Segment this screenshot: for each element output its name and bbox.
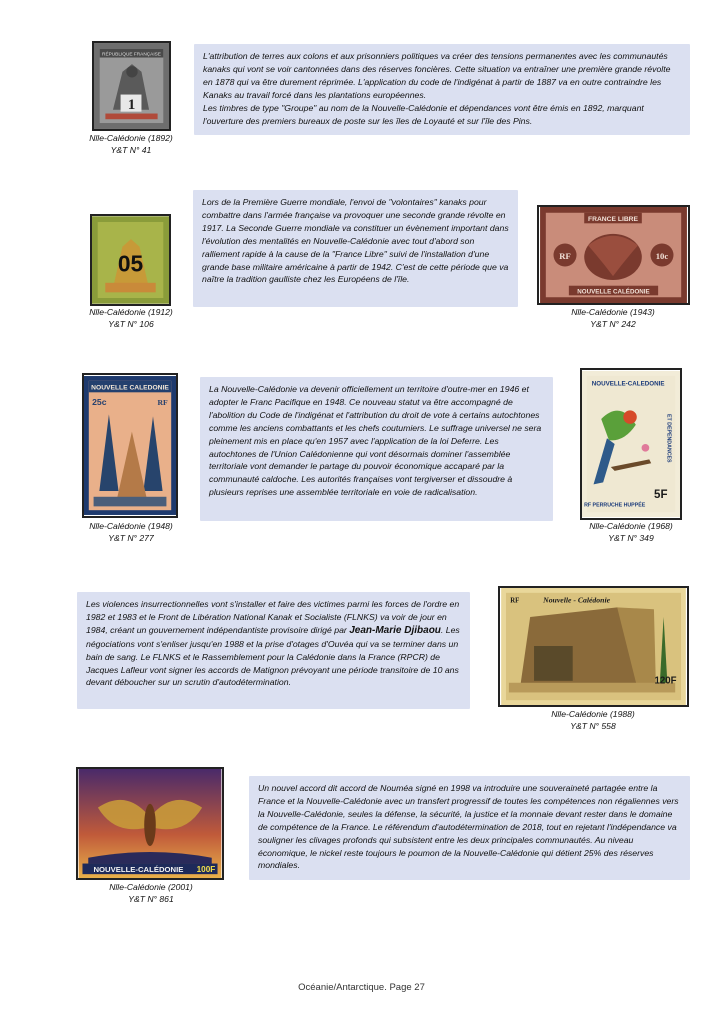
stamp-1948-value: 25c xyxy=(92,396,107,407)
text-block-1-para-2: Les timbres de type "Groupe" au nom de la Nouvelle-Calédonie et dépendances vont être émis en 1892, marquant l'ouverture des premiers bureaux de poste sur les îles de Loyauté et sur l'île des Pins. xyxy=(203,102,644,126)
stamp-1968 xyxy=(580,368,682,520)
stamp-1892-ref: Y&T N° 41 xyxy=(110,145,152,155)
stamp-1968-value: 5F xyxy=(654,488,668,501)
stamp-1943-side: RF xyxy=(559,250,571,261)
stamp-1948-country: Nlle-Calédonie (1948) xyxy=(89,521,173,531)
stamp-1892-top-text: RÉPUBLIQUE FRANÇAISE xyxy=(102,52,161,58)
stamp-1988-value: 120F xyxy=(654,675,677,687)
stamp-1912-caption xyxy=(66,306,196,330)
stamp-1968-side-text: ET DEPENDANCES xyxy=(665,413,672,463)
stamp-2001-artwork xyxy=(78,769,222,878)
stamp-1912-ref: Y&T N° 106 xyxy=(108,319,154,329)
stamp-2001-ref: Y&T N° 861 xyxy=(128,894,174,904)
stamp-1968-ref: Y&T N° 349 xyxy=(608,533,654,543)
stamp-1988-country: Nlle-Calédonie (1988) xyxy=(551,709,635,719)
stamp-1948-top-text: NOUVELLE CALEDONIE xyxy=(91,384,169,392)
stamp-1943-bottom-text: NOUVELLE CALÉDONIE xyxy=(577,288,650,296)
stamp-1892-artwork xyxy=(94,43,169,129)
text-block-3 xyxy=(200,377,553,521)
stamp-1912-value: 05 xyxy=(117,250,144,277)
stamp-1968-bottom-text: RF PERRUCHE HUPPÉE xyxy=(584,502,646,509)
stamp-1968-top-text: NOUVELLE-CALEDONIE xyxy=(591,380,665,388)
stamp-1988 xyxy=(498,586,689,707)
stamp-1892-caption xyxy=(66,132,196,156)
stamp-1948 xyxy=(82,373,178,518)
stamp-2001-bottom-text: NOUVELLE-CALÉDONIE xyxy=(93,865,184,875)
stamp-1968-country: Nlle-Calédonie (1968) xyxy=(589,521,673,531)
text-block-4-para xyxy=(86,598,461,689)
text-block-2 xyxy=(193,190,518,307)
stamp-1943-ref: Y&T N° 242 xyxy=(590,319,636,329)
text-block-3-para: La Nouvelle-Calédonie va devenir officiellement un territoire d'outre-mer en 1946 et adopter le Franc Pacifique en 1948. Ce nouveau statut va être accompagné de l'abolition du Code de l'indigénat et l'attribution du droit de vote à certains autochtones comme les anciens combattants et les chefs coutumiers. Le suffrage universel ne sera pleinement mis en place qu'en 1957 avec l'application de la loi Deferre. Les autochtones de l'Union Calédonienne qui vont désormais dominer l'assemblée territoriale vont demander le partage du pouvoir économique accaparé par la communauté caldoche. Les autorités françaises vont tergiverser et dissoudre à plusieurs reprises une assemblée territoriale en voie de radicalisation. xyxy=(209,384,542,498)
stamp-1943-value: 10c xyxy=(655,250,669,261)
text-block-5-para: Un nouvel accord dit accord de Nouméa signé en 1998 va introduire une souveraineté partagée entre la France et la Nouvelle-Calédonie avec un transfert progressif de toutes les compétences non régaliennes vers la Nouvelle-Calédonie, seules la défense, la sécurité, la justice et la monnaie devant rester dans le domaine de compétence de la France. Le référendum d'autodétermination de 2018, tout en rejetant l'indépendance va souligner les clivages profonds qui subsistent entre les deux principales communautés. Au niveau économique, le nickel reste toujours le poumon de la Nouvelle-Calédonie qui détient 25% des réserves mondiales. xyxy=(258,783,679,871)
stamp-2001 xyxy=(76,767,224,880)
stamp-2001-caption xyxy=(86,881,216,905)
stamp-1943-country: Nlle-Calédonie (1943) xyxy=(571,307,655,317)
stamp-2001-country: Nlle-Calédonie (2001) xyxy=(109,882,193,892)
stamp-1943-artwork xyxy=(539,207,688,303)
stamp-2001-value: 100F xyxy=(196,865,216,875)
page-footer: Océanie/Antarctique. Page 27 xyxy=(298,982,425,993)
stamp-1948-caption xyxy=(66,520,196,544)
stamp-1988-artwork xyxy=(500,588,687,705)
stamp-1948-side: RF xyxy=(157,397,168,407)
stamp-1892 xyxy=(92,41,171,131)
stamp-1943-caption xyxy=(548,306,678,330)
text-block-1-para-1: L'attribution de terres aux colons et aux prisonniers politiques va créer des tensions permanentes avec les communautés kanaks qui vont se voir cantonnées dans des réserves foncières. Cette situation va entraîner une première grande révolte en 1878 qui va être durement réprimée. L'application du code de l'indigénat à partir de 1887 va en outre contraindre les Kanaks au travail forcé dans les plantations européennes. xyxy=(203,51,671,100)
text-block-5 xyxy=(249,776,690,880)
stamp-1892-country: Nlle-Calédonie (1892) xyxy=(89,133,173,143)
stamp-1912 xyxy=(90,214,171,306)
stamp-1988-top-text: Nouvelle - Calédonie xyxy=(543,595,611,605)
text-block-4-part-a: Les violences insurrectionnelles vont s'installer et faire des victimes parmi les forces de l'ordre en 1982 et 1983 et le Front de Libération National Kanak et Socialiste (FLNKS) va voir de jour en 1984, créant un gouvernement indépendantiste provisoire dirigé par xyxy=(86,599,460,635)
stamp-1948-ref: Y&T N° 277 xyxy=(108,533,154,543)
stamp-1988-ref: Y&T N° 558 xyxy=(570,721,616,731)
stamp-1943-top-text: FRANCE LIBRE xyxy=(588,215,639,223)
text-block-4-name: Jean-Marie Djibaou xyxy=(349,624,441,636)
text-block-2-para: Lors de la Première Guerre mondiale, l'envoi de "volontaires" kanaks pour combattre dans l'armée française va provoquer une seconde grande révolte en 1917. La Seconde Guerre mondiale va constituer un évènement important dans l'évolution des mentalités en Nouvelle-Calédonie avec tout d'abord son ralliement rapide à la cause de la "France Libre" suivi de l'installation d'une grande base militaire américaine à partir de 1942. C'est de cette période que va naître la tradition gaulliste chez les Européens de l'île. xyxy=(202,197,509,285)
stamp-1912-country: Nlle-Calédonie (1912) xyxy=(89,307,173,317)
stamp-1968-artwork xyxy=(582,370,680,518)
text-block-4-part-b: . Les négociations vont s'enliser jusqu'en 1988 et la prise d'otages d'Ouvéa qui va se terminer dans un bain de sang. Le FLNKS et le Rassemblement pour la Calédonie dans la France (RPCR) de Jacques Lafleur vont signer les accords de Matignon prévoyant une période transitoire de 10 ans devant déboucher sur un scrutin d'autodétermination. xyxy=(86,624,460,688)
stamp-1948-artwork xyxy=(84,375,176,516)
stamp-1892-value: 1 xyxy=(127,95,136,113)
stamp-1943 xyxy=(537,205,690,305)
stamp-1912-artwork xyxy=(92,216,169,304)
stamp-1988-caption xyxy=(528,708,658,732)
text-block-1 xyxy=(194,44,690,135)
stamp-1988-side: RF xyxy=(510,597,520,605)
stamp-1968-caption xyxy=(566,520,696,544)
text-block-4 xyxy=(77,592,470,709)
